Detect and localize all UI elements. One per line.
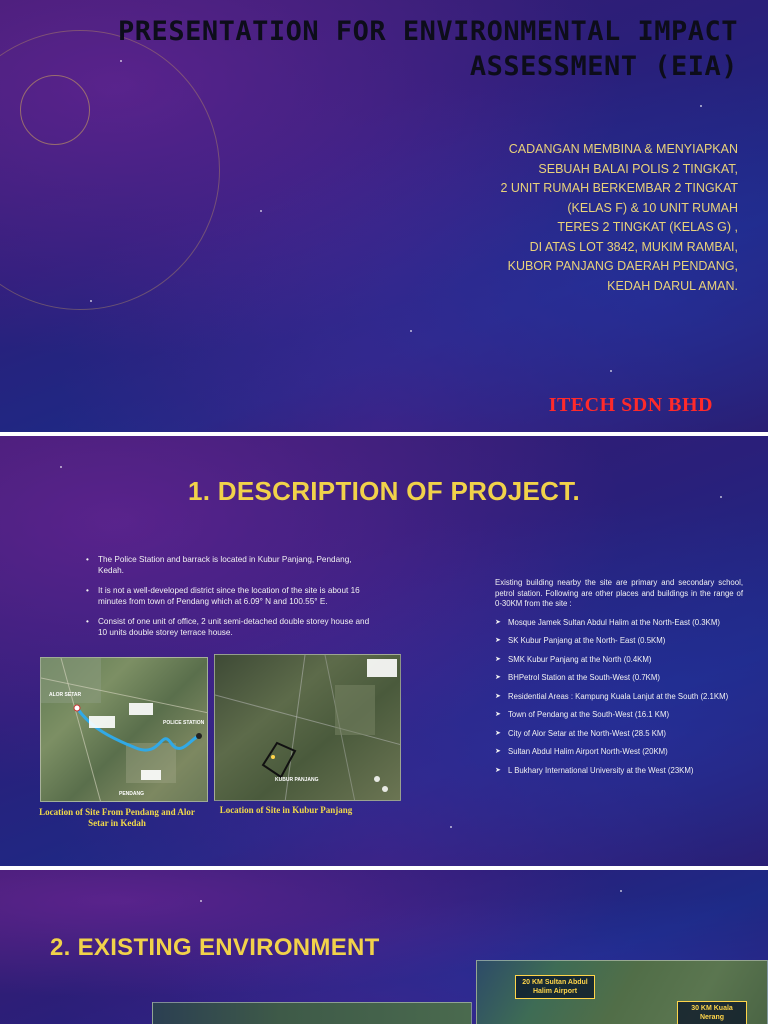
presentation-title: PRESENTATION FOR ENVIRONMENTAL IMPACT ASSESSMENT (EIA) <box>118 16 738 82</box>
subtitle-line: CADANGAN MEMBINA & MENYIAPKAN <box>508 142 738 156</box>
list-item: ➤ L Bukhary International University at the West (23KM) <box>495 766 743 777</box>
subtitle-line: KUBOR PANJANG DAERAH PENDANG, <box>507 259 738 273</box>
title-slide <box>0 0 768 432</box>
orbit-decoration-small <box>20 75 90 145</box>
list-item: ➤ BHPetrol Station at the South-West (0.7KM) <box>495 673 743 684</box>
map-label-airport: 20 KM Sultan Abdul Halim Airport <box>515 975 595 999</box>
list-item: ➤ City of Alor Setar at the North-West (28.5 KM) <box>495 729 743 740</box>
project-bullets <box>86 554 376 647</box>
bullet-item: • It is not a well-developed district since the location of the site is about 16 minutes from town of Pendang which at 6.09° N and 100.55° E. <box>86 585 376 607</box>
site-map-image <box>214 654 401 801</box>
list-item: ➤ Mosque Jamek Sultan Abdul Halim at the North-East (0.3KM) <box>495 618 743 629</box>
company-name: ITECH SDN BHD <box>548 394 713 416</box>
route-map-image <box>40 657 208 802</box>
map-label-alor-setar: ALOR SETAR <box>49 692 82 698</box>
nearby-intro: Existing building nearby the site are primary and secondary school, petrol station. Following are other places and buildings in the range of 0-30KM from the site : <box>495 578 743 608</box>
subtitle-line: DI ATAS LOT 3842, MUKIM RAMBAI, <box>529 239 738 254</box>
subtitle-line: KEDAH DARUL AMAN. <box>607 278 738 293</box>
slide-title: 2. EXISTING ENVIRONMENT <box>50 934 380 961</box>
nearby-places-block <box>495 578 743 784</box>
list-item: ➤ SMK Kubur Panjang at the North (0.4KM) <box>495 655 743 666</box>
list-item: ➤ Town of Pendang at the South-West (16.1 KM) <box>495 710 743 721</box>
map-caption-route: Location of Site From Pendang and Alor Setar in Kedah <box>39 807 195 828</box>
nearby-places-list <box>495 618 743 777</box>
map-caption-site: Location of Site in Kubur Panjang <box>219 805 353 815</box>
map-label-police-station: POLICE STATION <box>163 720 205 726</box>
subtitle-line: (KELAS F) & 10 UNIT RUMAH <box>567 200 738 215</box>
environment-map-image-2 <box>152 1002 472 1024</box>
bullet-item: • Consist of one unit of office, 2 unit semi-detached double storey house and 10 units double storey terrace house. <box>86 616 376 638</box>
map-label-kubur-panjang: KUBUR PANJANG <box>275 777 319 783</box>
route-map-graphic <box>41 658 208 802</box>
environment-slide <box>0 870 768 1024</box>
project-description <box>418 140 738 296</box>
subtitle-line: SEBUAH BALAI POLIS 2 TINGKAT, <box>538 161 738 176</box>
map-label-pendang: PENDANG <box>119 791 145 797</box>
slide-title: 1. DESCRIPTION OF PROJECT. <box>187 476 581 506</box>
subtitle-line: 2 UNIT RUMAH BERKEMBAR 2 TINGKAT <box>500 181 738 195</box>
list-item: ➤ Residential Areas : Kampung Kuala Lanjut at the South (2.1KM) <box>495 692 743 703</box>
description-slide <box>0 436 768 866</box>
bullet-item: • The Police Station and barrack is located in Kubur Panjang, Pendang, Kedah. <box>86 554 376 576</box>
list-item: ➤ SK Kubur Panjang at the North- East (0.5KM) <box>495 636 743 647</box>
map-label-kuala-nerang: 30 KM Kuala Nerang <box>677 1001 747 1024</box>
environment-map-image <box>476 960 768 1024</box>
list-item: ➤ Sultan Abdul Halim Airport North-West (20KM) <box>495 747 743 758</box>
subtitle-line: TERES 2 TINGKAT (KELAS G) , <box>557 220 738 234</box>
